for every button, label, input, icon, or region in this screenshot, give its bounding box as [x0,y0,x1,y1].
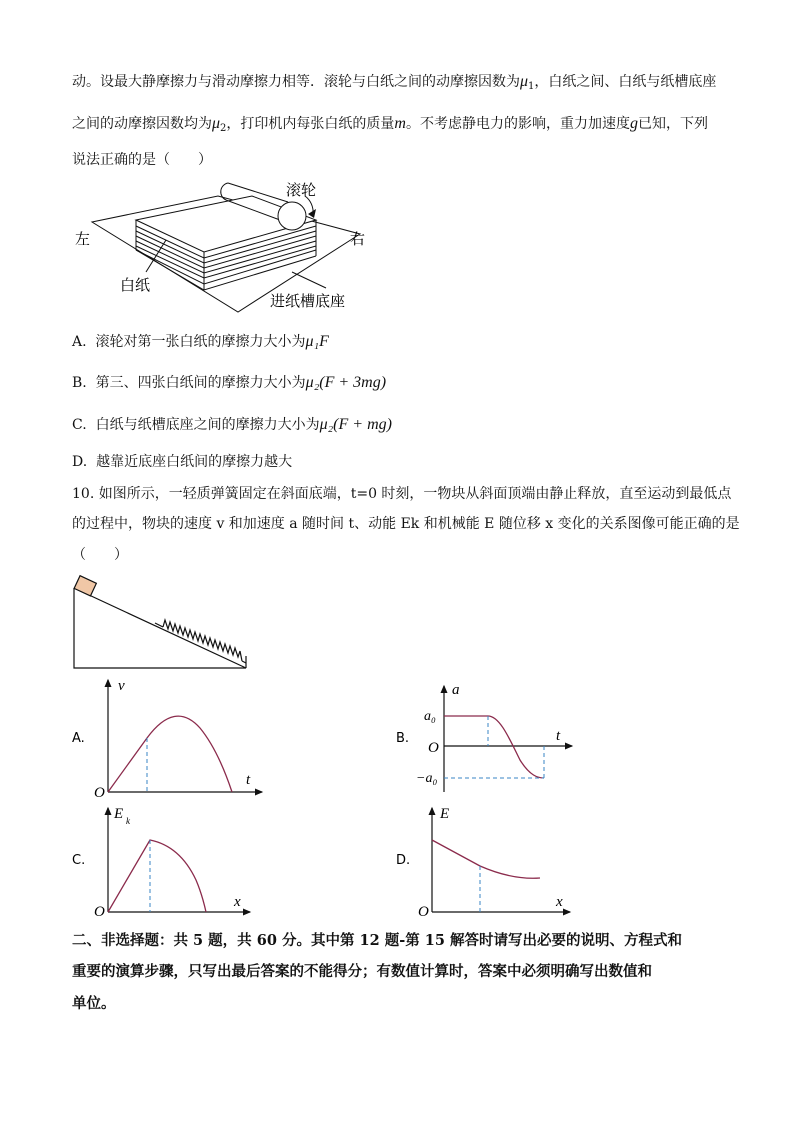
graph-a-xlabel: t [246,772,251,788]
graph-b-letter: B. [396,731,410,746]
graph-d-origin: O [418,904,429,920]
graph-a-ylabel: v [118,678,125,694]
q9-option-a: A. 滚轮对第一张白纸的摩擦力大小为μ₁F [72,333,329,350]
q10-stem-line1: 10. 如图所示，一轻质弹簧固定在斜面底端，t=0 时刻，一物块从斜面顶端由静止释放，直至运动到最低点 [72,486,732,502]
q9-stem-line2: 之间的动摩擦因数均为$\mu_2$，打印机内每张白纸的质量m。不考虑静电力的影响，重力加速度g已知，下列 [72,115,708,134]
graph-c-origin: O [94,904,105,920]
section2-line2: 重要的演算步骤，只写出最后答案的不能得分；有数值计算时，答案中必须明确写出数值和 [72,963,652,980]
graph-c-ysub: k [126,816,130,826]
graph-c-ylabel: E [114,806,124,822]
graph-c-letter: C. [72,853,86,868]
label-roller: 滚轮 [286,181,317,199]
label-tray-base: 进纸槽底座 [270,292,346,310]
graph-a [72,678,262,801]
graph-d [396,806,570,920]
q9-option-d: D. 越靠近底座白纸间的摩擦力越大 [72,454,293,470]
graph-d-xlabel: x [556,894,563,910]
graph-b [396,682,572,792]
q10-stem-line3: （ ） [72,547,128,563]
graph-c-curve [108,840,206,912]
section2-line3: 单位。 [72,995,116,1012]
graph-d-curve [432,840,540,878]
graph-d-letter: D. [396,853,411,868]
label-left: 左 [75,230,91,248]
graph-c [72,806,250,920]
q9-stem-line1: 动。设最大静摩擦力与滑动摩擦力相等．滚轮与白纸之间的动摩擦因数为$\mu_1$，白纸之间、白纸与纸槽底座 [72,73,717,92]
graph-a-curve [108,716,232,792]
graph-b-ylabel: a [452,682,460,698]
label-right: 右 [350,230,366,248]
graph-b-curve [444,716,544,778]
graph-d-ylabel: E [440,806,450,822]
graph-c-xlabel: x [234,894,241,910]
graph-b-neg-a0: −a₀ [416,771,438,786]
graph-b-origin: O [428,740,439,756]
q10-stem-line2: 的过程中，物块的速度 v 和加速度 a 随时间 t、动能 Ek 和机械能 E 随位移 x 变化的关系图像可能正确的是 [72,516,740,532]
q9-stem-line3: 说法正确的是（ ） [72,152,212,168]
q9-option-b: B. 第三、四张白纸间的摩擦力大小为μ₂(F + 3mg) [72,374,387,391]
section2-line1: 二、非选择题：共 5 题，共 60 分。其中第 12 题-第 15 解答时请写出必要的说明、方程式和 [72,932,683,949]
graph-a-letter: A. [72,731,85,746]
graph-b-xlabel: t [556,728,561,744]
label-paper: 白纸 [120,276,151,294]
q9-option-c: C. 白纸与纸槽底座之间的摩擦力大小为μ₂(F + mg) [72,416,392,433]
graph-a-origin: O [94,785,105,801]
graph-b-a0: a₀ [424,709,436,724]
